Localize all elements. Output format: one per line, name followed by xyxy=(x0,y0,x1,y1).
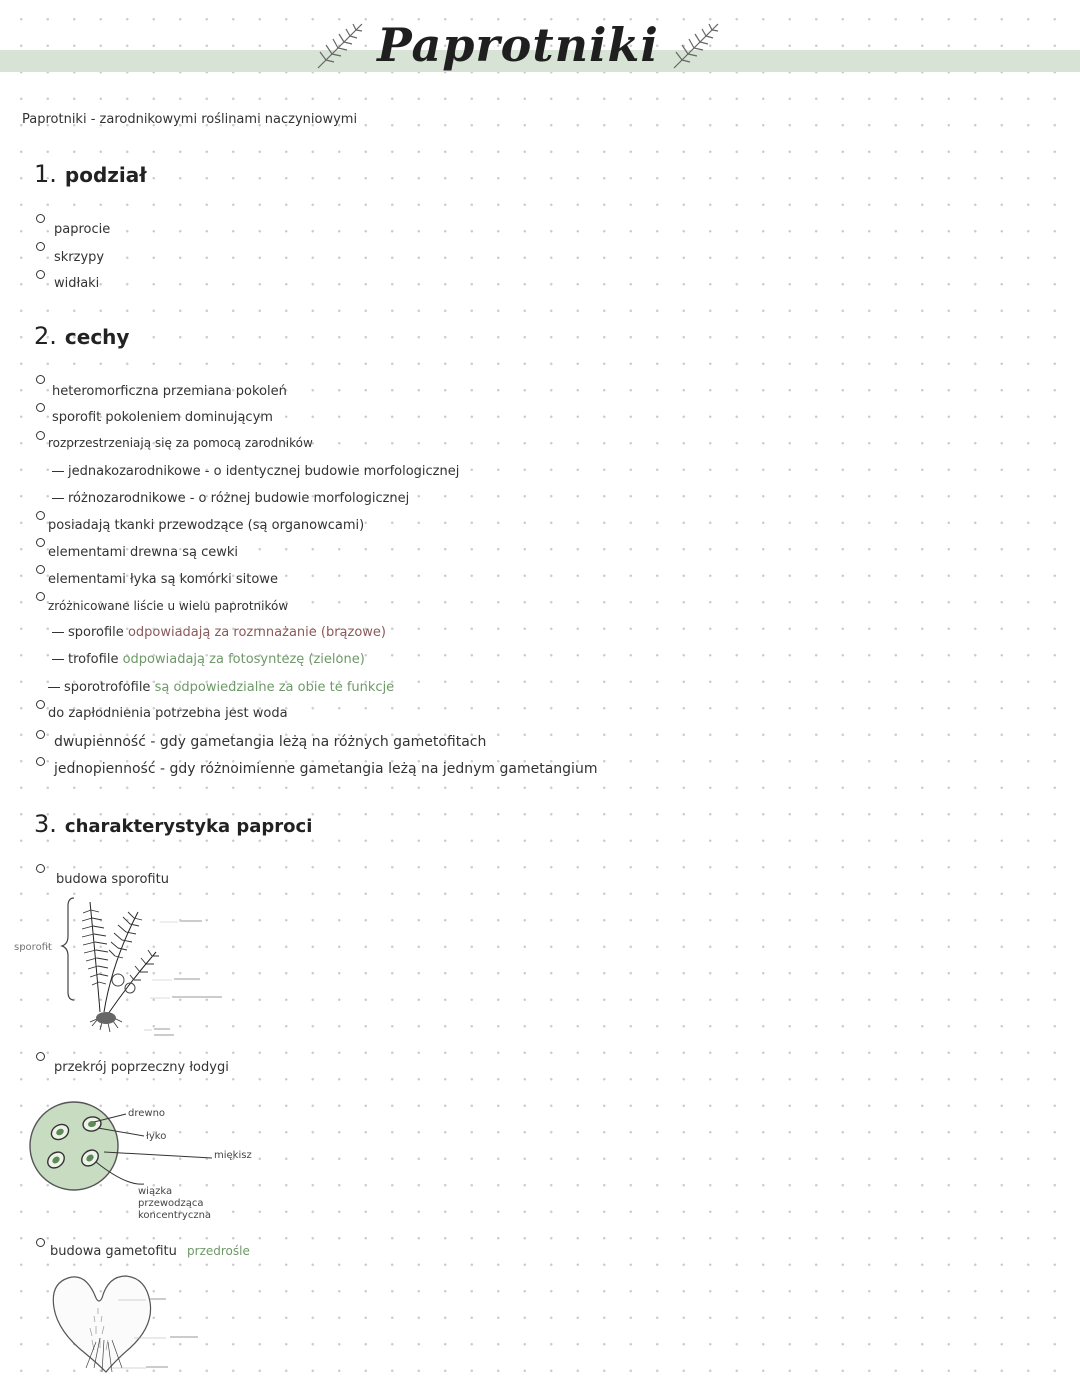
bullet xyxy=(36,242,45,251)
list-item: widłaki xyxy=(54,276,100,291)
stem-label-phloem: łyko xyxy=(146,1131,167,1142)
list-item: heteromorficzna przemiana pokoleń xyxy=(52,384,287,399)
page-title: Paprotniki xyxy=(377,18,659,72)
sub-item xyxy=(48,680,394,695)
sub-item-term: sporotrofofile xyxy=(64,680,151,695)
list-item-text: budowa gametofitu xyxy=(50,1244,177,1259)
list-item: do zapłodnienia potrzebna jest woda xyxy=(48,706,288,721)
list-item: dwupienność - gdy gametangia leżą na różnych gametofitach xyxy=(54,734,487,750)
list-item: przekrój poprzeczny łodygi xyxy=(54,1060,229,1075)
sporophyte-illustration xyxy=(60,892,240,1052)
list-item: rozprzestrzeniają się za pomocą zarodników xyxy=(48,436,313,450)
bullet xyxy=(36,431,45,440)
sub-item xyxy=(52,491,409,506)
bullet xyxy=(36,375,45,384)
bullet xyxy=(36,538,45,547)
sub-item-desc: - o identycznej budowie morfologicznej xyxy=(204,464,460,479)
bullet xyxy=(36,864,45,873)
sub-item-desc: odpowiadają za fotosyntezę (zielone) xyxy=(122,652,365,667)
section-1-heading xyxy=(34,160,147,188)
section-2-number: 2. xyxy=(34,322,57,350)
gametophyte-note: przedrośle xyxy=(187,1244,250,1258)
bullet xyxy=(36,1052,45,1061)
list-item: budowa sporofitu xyxy=(56,872,169,887)
sub-item-desc: są odpowiedzialne za obie te funkcje xyxy=(154,680,395,695)
list-item xyxy=(50,1244,250,1259)
sub-item-term: sporofile xyxy=(68,625,124,640)
list-item: posiadają tkanki przewodzące (są organowcami) xyxy=(48,518,365,533)
sub-item-term: trofofile xyxy=(68,652,119,667)
list-item: zróżnicowane liście u wielu paprotników xyxy=(48,599,289,613)
sub-item xyxy=(52,464,459,479)
list-item: jednopienność - gdy różnoimienne gametangia leżą na jednym gametangium xyxy=(54,761,598,777)
sub-item-term: różnozarodnikowe xyxy=(68,491,186,506)
section-1-number: 1. xyxy=(34,160,57,188)
sub-item-desc: - o różnej budowie morfologicznej xyxy=(189,491,410,506)
section-3-heading xyxy=(34,810,312,838)
gametophyte-illustration xyxy=(46,1268,216,1388)
bullet xyxy=(36,1238,45,1247)
sub-item xyxy=(52,652,365,667)
list-item: sporofit pokoleniem dominującym xyxy=(52,410,273,425)
list-item: skrzypy xyxy=(54,250,105,265)
bullet xyxy=(36,757,45,766)
sub-item-term: jednakozarodnikowe xyxy=(68,464,201,479)
stem-label-bundle: wiązka przewodząca koncentryczna xyxy=(138,1186,212,1221)
fern-right-icon xyxy=(668,18,724,74)
section-2-heading xyxy=(34,322,129,350)
list-item: paprocie xyxy=(54,222,111,237)
bullet xyxy=(36,565,45,574)
stem-label-xylem: drewno xyxy=(128,1108,166,1119)
sub-item xyxy=(52,625,386,640)
intro-text: Paprotniki - zarodnikowymi roślinami naczyniowymi xyxy=(22,112,358,127)
bullet xyxy=(36,214,45,223)
bullet xyxy=(36,270,45,279)
bullet xyxy=(36,730,45,739)
bullet xyxy=(36,700,45,709)
sporophyte-side-label: sporofit xyxy=(14,942,52,953)
bullet xyxy=(36,403,45,412)
section-1-title: podział xyxy=(64,163,147,187)
section-3-title: charakterystyka paproci xyxy=(64,816,313,837)
list-item: elementami drewna są cewki xyxy=(48,545,239,560)
list-item: elementami łyka są komórki sitowe xyxy=(48,572,278,587)
stem-label-parenchyma: miękisz xyxy=(214,1150,252,1161)
sub-item-desc: odpowiadają za rozmnażanie (brązowe) xyxy=(127,625,387,640)
bullet xyxy=(36,511,45,520)
bullet xyxy=(36,592,45,601)
section-3-number: 3. xyxy=(34,810,57,838)
section-2-title: cechy xyxy=(64,325,130,349)
